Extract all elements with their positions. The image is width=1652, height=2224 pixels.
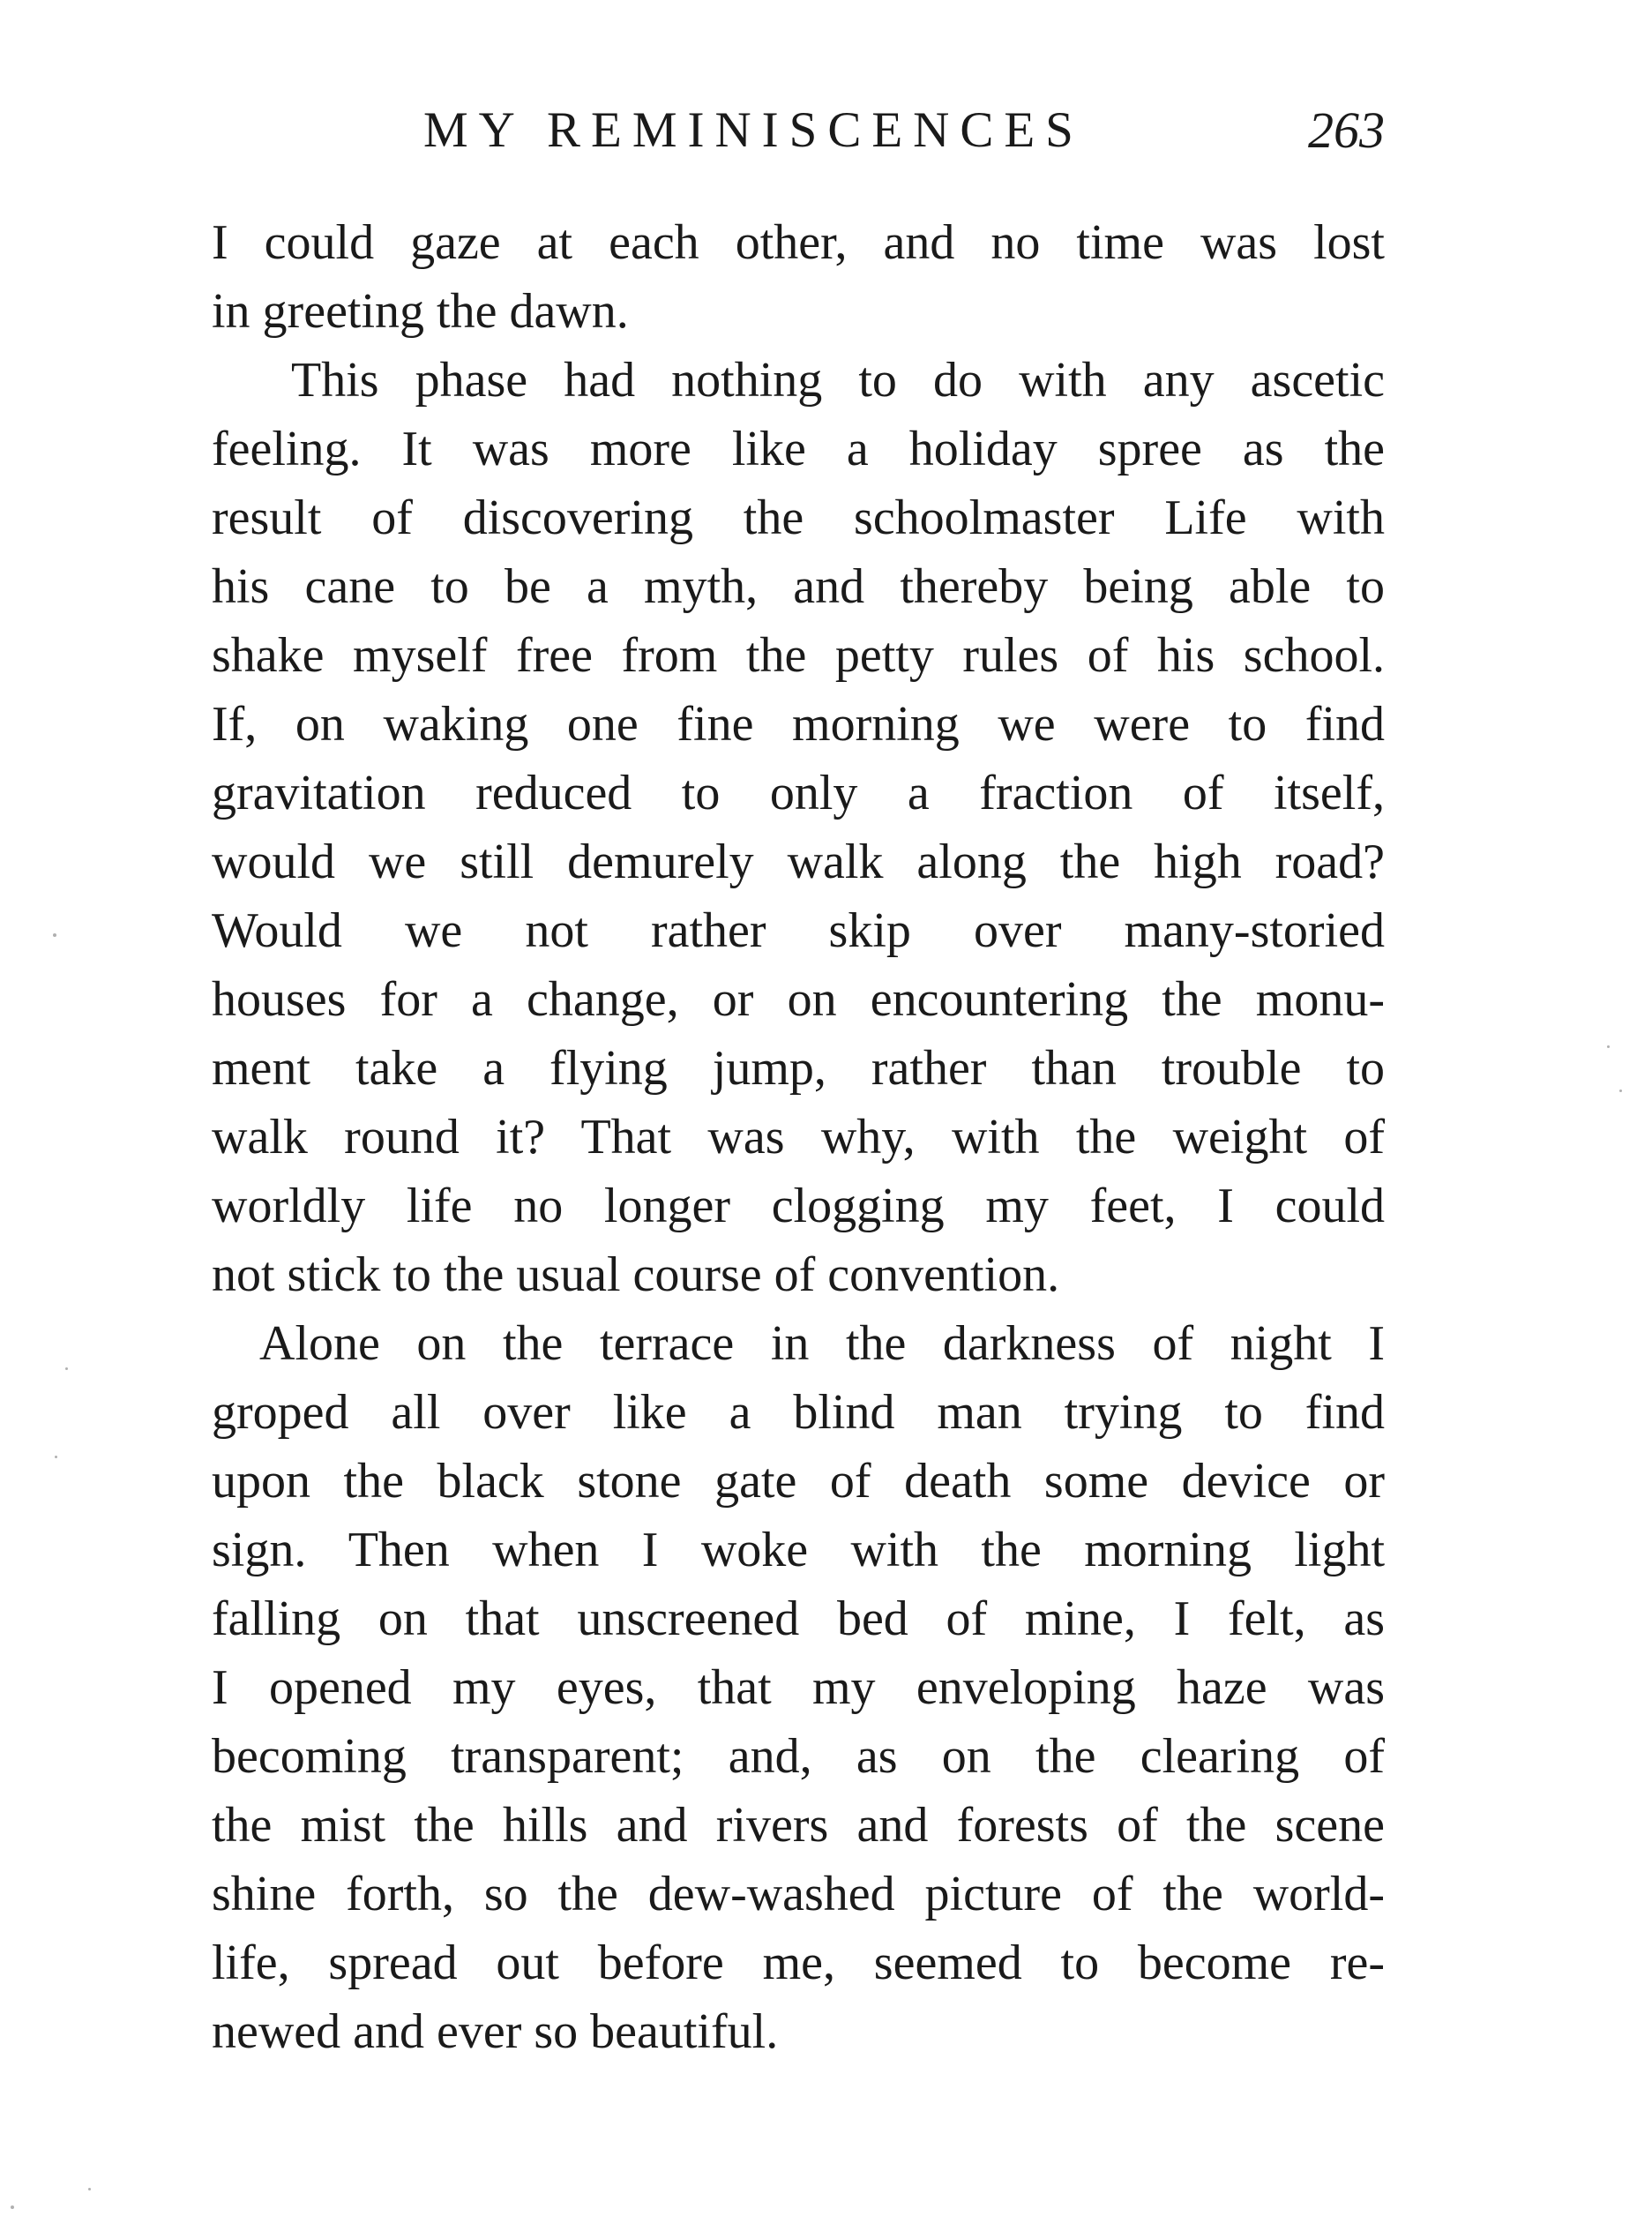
text-line: becoming transparent; and, as on the clearing of: [212, 1729, 1385, 1784]
text-line: newed and ever so beautiful.: [212, 2004, 779, 2059]
text-line: would we still demurely walk along the high road?: [212, 835, 1385, 889]
scan-speck: [11, 2205, 14, 2209]
scan-speck: [88, 2188, 91, 2190]
page-number: 263: [1308, 101, 1385, 159]
text-line: his cane to be a myth, and thereby being able to: [212, 559, 1385, 614]
scan-speck: [65, 1367, 68, 1370]
text-line: I opened my eyes, that my enveloping haze was: [212, 1660, 1385, 1715]
scan-speck: [1619, 1090, 1622, 1092]
text-line: the mist the hills and rivers and forests of the scene: [212, 1798, 1385, 1853]
text-line: Would we not rather skip over many-storied: [212, 903, 1385, 958]
text-line: houses for a change, or on encountering the monu-: [212, 972, 1385, 1027]
text-line: upon the black stone gate of death some device or: [212, 1454, 1385, 1509]
text-line: not stick to the usual course of convention.: [212, 1247, 1060, 1302]
text-line: shake myself free from the petty rules of his school.: [212, 628, 1385, 683]
text-line: ment take a flying jump, rather than trouble to: [212, 1041, 1385, 1096]
text-line: feeling. It was more like a holiday spree as the: [212, 422, 1385, 476]
scan-speck: [53, 933, 56, 937]
running-title: MY REMINISCENCES: [423, 102, 1084, 158]
text-line: Alone on the terrace in the darkness of night I: [259, 1316, 1385, 1371]
text-line: shine forth, so the dew-washed picture of the world-: [212, 1867, 1385, 1921]
scan-speck: [1607, 1045, 1610, 1048]
text-line: gravitation reduced to only a fraction of itself,: [212, 766, 1385, 820]
text-line: sign. Then when I woke with the morning light: [212, 1523, 1385, 1577]
text-line: worldly life no longer clogging my feet, I could: [212, 1179, 1385, 1233]
text-line: This phase had nothing to do with any ascetic: [291, 353, 1385, 408]
text-line: groped all over like a blind man trying to find: [212, 1385, 1385, 1440]
scan-speck: [55, 1456, 57, 1458]
text-line: falling on that unscreened bed of mine, I felt, as: [212, 1591, 1385, 1646]
text-line: in greeting the dawn.: [212, 284, 629, 339]
text-line: result of discovering the schoolmaster Life with: [212, 490, 1385, 545]
text-line: I could gaze at each other, and no time was lost: [212, 215, 1385, 270]
text-line: life, spread out before me, seemed to become re-: [212, 1936, 1385, 1990]
text-line: walk round it? That was why, with the weight of: [212, 1110, 1385, 1164]
body-text: [212, 208, 1385, 2066]
text-line: If, on waking one fine morning we were to find: [212, 697, 1385, 752]
running-head: [212, 95, 1385, 166]
